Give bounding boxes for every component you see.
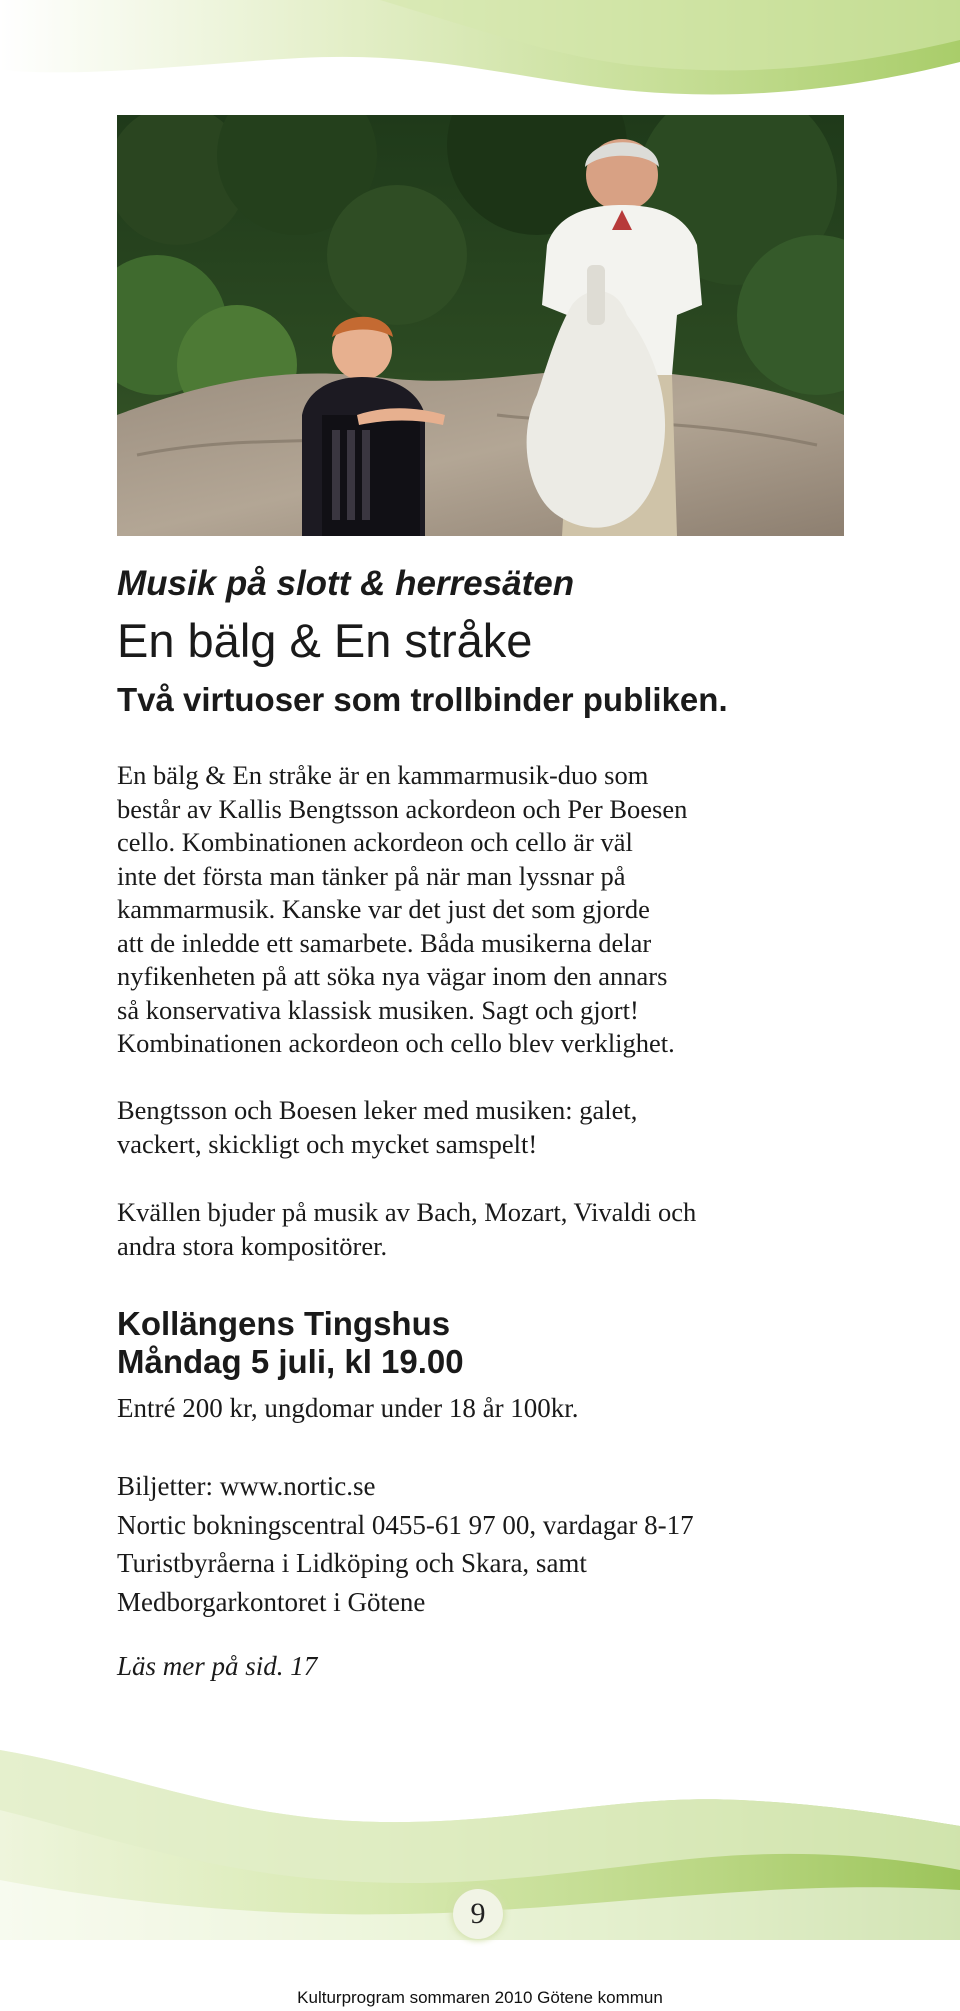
text-line: Kombinationen ackordeon och cello blev verklighet.: [117, 1028, 675, 1058]
text-line: inte det första man tänker på när man lyssnar på: [117, 860, 626, 891]
ticket-website: Biljetter: www.nortic.se: [117, 1471, 376, 1501]
ticket-info: [117, 1467, 897, 1621]
footer-text: Kulturprogram sommaren 2010 Götene kommun: [297, 1988, 663, 2007]
text-line: så konservativa klassisk musiken. Sagt och gjort!: [117, 994, 639, 1025]
text-line: En bälg & En stråke är en kammarmusik-duo som: [117, 760, 649, 790]
text-line: nyfikenheten på att söka nya vägar inom den annars: [117, 961, 668, 991]
event-date-time: Måndag 5 juli, kl 19.00: [117, 1343, 464, 1380]
read-more-reference: Läs mer på sid. 17: [117, 1651, 318, 1681]
ticket-outlet: Turistbyråerna i Lidköping och Skara, samt: [117, 1548, 587, 1578]
text-line: kammarmusik. Kanske var det just det som gjorde: [117, 894, 650, 924]
page-number: 9: [453, 1889, 503, 1939]
event-location-time: [117, 1305, 897, 1381]
ticket-phone: Nortic bokningscentral 0455-61 97 00, vardagar 8-17: [117, 1509, 694, 1540]
text-line: vackert, skickligt och mycket samspelt!: [117, 1128, 538, 1159]
text-line: cello. Kombinationen ackordeon och cello är väl: [117, 827, 633, 857]
ticket-price: Entré 200 kr, ungdomar under 18 år 100kr.: [117, 1393, 579, 1423]
series-title: Musik på slott & herresäten: [117, 564, 575, 603]
text-line: andra stora kompositörer.: [117, 1230, 388, 1261]
description-paragraph-3: [117, 1196, 897, 1263]
text-line: Kvällen bjuder på musik av Bach, Mozart, Vivaldi och: [117, 1197, 697, 1227]
duo-photo: [117, 115, 844, 536]
description-paragraph-2: [117, 1094, 897, 1161]
event-title: En bälg & En stråke: [117, 614, 533, 667]
venue-name: Kollängens Tingshus: [117, 1305, 451, 1342]
ticket-outlet: Medborgarkontoret i Götene: [117, 1586, 426, 1617]
text-line: Bengtsson och Boesen leker med musiken: galet,: [117, 1095, 638, 1125]
event-tagline: Två virtuoser som trollbinder publiken.: [117, 681, 728, 718]
text-line: att de inledde ett samarbete. Båda musikerna delar: [117, 927, 652, 958]
description-paragraph-1: [117, 759, 897, 1061]
text-line: består av Kallis Bengtsson ackordeon och Per Boesen: [117, 793, 688, 824]
top-wave-decoration: [0, 0, 960, 110]
